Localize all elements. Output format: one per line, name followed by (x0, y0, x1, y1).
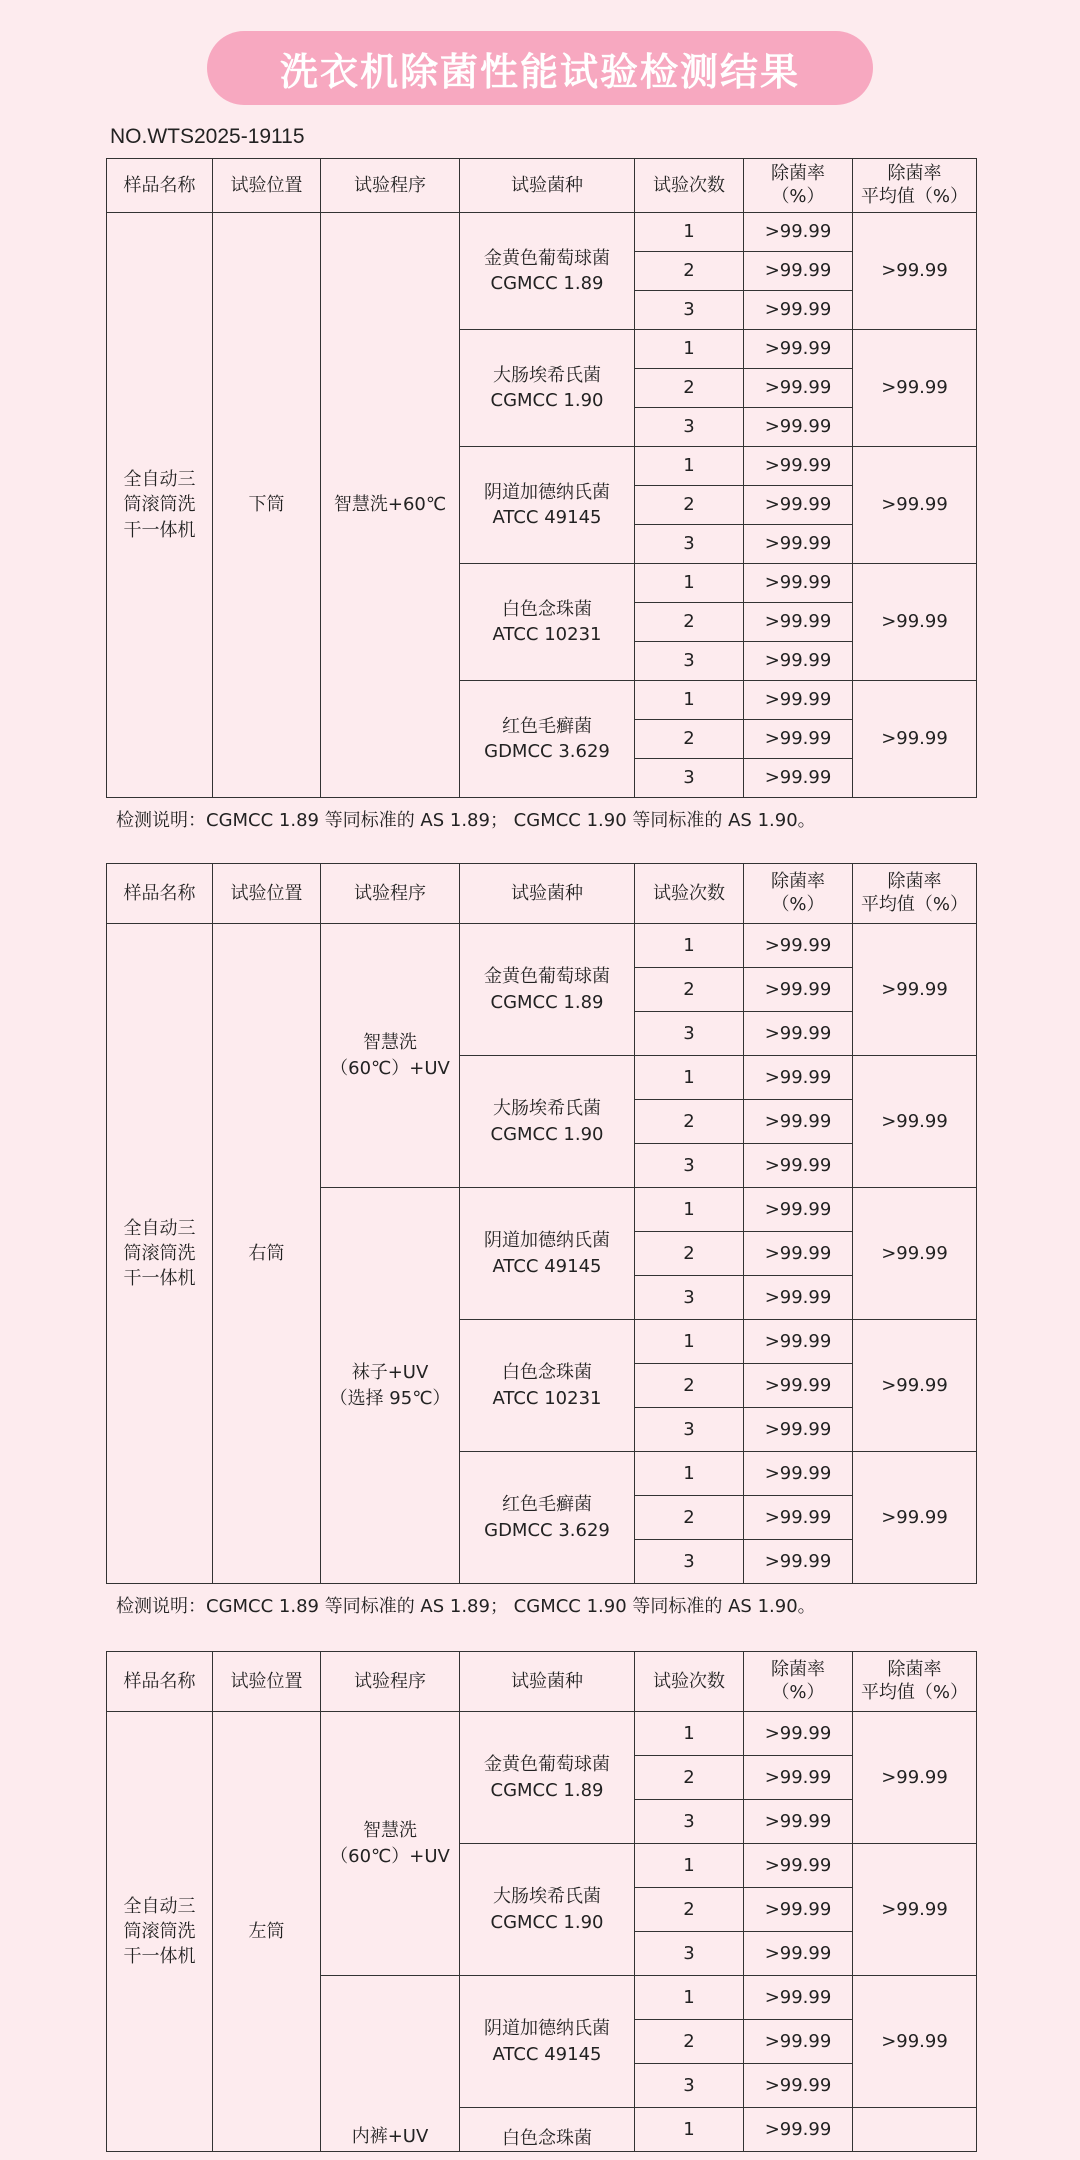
rate-value: >99.99 (744, 681, 853, 720)
rate-value: >99.99 (744, 1320, 853, 1364)
header-strain: 试验菌种 (460, 159, 635, 213)
run-number: 3 (635, 1408, 744, 1452)
strain-cell: 大肠埃希氏菌 CGMCC 1.90 (460, 330, 635, 447)
rate-value: >99.99 (744, 1364, 853, 1408)
run-number: 2 (635, 1888, 744, 1932)
rate-value: >99.99 (744, 1188, 853, 1232)
result-block-right-drum (106, 863, 976, 1618)
rate-value: >99.99 (744, 408, 853, 447)
result-block-lower-drum (106, 158, 976, 832)
strain-cell: 大肠埃希氏菌 CGMCC 1.90 (460, 1844, 635, 1976)
strain-cell: 金黄色葡萄球菌 CGMCC 1.89 (460, 924, 635, 1056)
header-program: 试验程序 (321, 159, 460, 213)
table-header-row (107, 864, 977, 924)
rate-value: >99.99 (744, 2020, 853, 2064)
sample-name-cell: 全自动三 筒滚筒洗 干一体机 (107, 1712, 213, 2152)
run-number: 1 (635, 1712, 744, 1756)
position-cell: 左筒 (213, 1712, 321, 2152)
header-average: 除菌率 平均值（%） (853, 1652, 977, 1712)
header-strain: 试验菌种 (460, 864, 635, 924)
rate-value: >99.99 (744, 1012, 853, 1056)
run-number: 3 (635, 759, 744, 798)
run-number: 3 (635, 291, 744, 330)
rate-value: >99.99 (744, 1800, 853, 1844)
run-number: 3 (635, 1800, 744, 1844)
header-sample: 样品名称 (107, 1652, 213, 1712)
program-cell: 内裤+UV (321, 1976, 460, 2152)
header-position: 试验位置 (213, 864, 321, 924)
rate-value: >99.99 (744, 1452, 853, 1496)
rate-value: >99.99 (744, 1932, 853, 1976)
run-number: 1 (635, 681, 744, 720)
table-header-row (107, 159, 977, 213)
run-number: 3 (635, 1144, 744, 1188)
run-number: 1 (635, 2108, 744, 2152)
header-rate: 除菌率 （%） (744, 159, 853, 213)
position-cell: 右筒 (213, 924, 321, 1584)
rate-value: >99.99 (744, 1408, 853, 1452)
run-number: 1 (635, 1056, 744, 1100)
strain-cell: 红色毛癣菌 GDMCC 3.629 (460, 681, 635, 798)
run-number: 2 (635, 486, 744, 525)
program-cell: 智慧洗 （60℃）+UV (321, 924, 460, 1188)
sample-name-cell: 全自动三 筒滚筒洗 干一体机 (107, 213, 213, 798)
run-number: 2 (635, 603, 744, 642)
run-number: 2 (635, 1756, 744, 1800)
run-number: 3 (635, 1540, 744, 1584)
table-header-row (107, 1652, 977, 1712)
average-value: >99.99 (853, 1056, 977, 1188)
average-value: >99.99 (853, 1188, 977, 1320)
table-row (107, 213, 977, 252)
result-table (106, 158, 977, 798)
header-sample: 样品名称 (107, 864, 213, 924)
average-value: >99.99 (853, 447, 977, 564)
rate-value: >99.99 (744, 1976, 853, 2020)
run-number: 1 (635, 1976, 744, 2020)
header-strain: 试验菌种 (460, 1652, 635, 1712)
header-position: 试验位置 (213, 159, 321, 213)
run-number: 2 (635, 2020, 744, 2064)
average-value: >99.99 (853, 1320, 977, 1452)
rate-value: >99.99 (744, 1844, 853, 1888)
strain-cell: 白色念珠菌 (460, 2108, 635, 2152)
strain-cell: 金黄色葡萄球菌 CGMCC 1.89 (460, 1712, 635, 1844)
rate-value: >99.99 (744, 1888, 853, 1932)
position-cell: 下筒 (213, 213, 321, 798)
average-value: >99.99 (853, 1844, 977, 1976)
rate-value: >99.99 (744, 1496, 853, 1540)
rate-value: >99.99 (744, 1712, 853, 1756)
rate-value: >99.99 (744, 1232, 853, 1276)
rate-value: >99.99 (744, 1100, 853, 1144)
run-number: 3 (635, 1276, 744, 1320)
rate-value: >99.99 (744, 1276, 853, 1320)
strain-cell: 金黄色葡萄球菌 CGMCC 1.89 (460, 213, 635, 330)
rate-value: >99.99 (744, 447, 853, 486)
program-cell: 智慧洗 （60℃）+UV (321, 1712, 460, 1976)
rate-value: >99.99 (744, 968, 853, 1012)
run-number: 1 (635, 1844, 744, 1888)
result-table (106, 863, 977, 1584)
strain-cell: 阴道加德纳氏菌 ATCC 49145 (460, 1188, 635, 1320)
run-number: 2 (635, 1232, 744, 1276)
header-program: 试验程序 (321, 1652, 460, 1712)
header-count: 试验次数 (635, 1652, 744, 1712)
strain-cell: 阴道加德纳氏菌 ATCC 49145 (460, 1976, 635, 2108)
run-number: 3 (635, 642, 744, 681)
strain-cell: 红色毛癣菌 GDMCC 3.629 (460, 1452, 635, 1584)
run-number: 1 (635, 213, 744, 252)
average-value: >99.99 (853, 330, 977, 447)
table-row (107, 1712, 977, 1756)
run-number: 1 (635, 1452, 744, 1496)
run-number: 1 (635, 1320, 744, 1364)
rate-value: >99.99 (744, 924, 853, 968)
sample-name-cell: 全自动三 筒滚筒洗 干一体机 (107, 924, 213, 1584)
run-number: 1 (635, 330, 744, 369)
rate-value: >99.99 (744, 759, 853, 798)
test-note: 检测说明：CGMCC 1.89 等同标准的 AS 1.89； CGMCC 1.90 等同标准的 AS 1.90。 (116, 810, 816, 831)
strain-cell: 白色念珠菌 ATCC 10231 (460, 564, 635, 681)
average-value: >99.99 (853, 924, 977, 1056)
average-value: >99.99 (853, 681, 977, 798)
header-average: 除菌率 平均值（%） (853, 864, 977, 924)
rate-value: >99.99 (744, 720, 853, 759)
run-number: 2 (635, 1364, 744, 1408)
run-number: 3 (635, 1012, 744, 1056)
test-note: 检测说明：CGMCC 1.89 等同标准的 AS 1.89； CGMCC 1.90 等同标准的 AS 1.90。 (116, 1596, 816, 1617)
rate-value: >99.99 (744, 369, 853, 408)
run-number: 2 (635, 720, 744, 759)
average-value: >99.99 (853, 1712, 977, 1844)
average-value: >99.99 (853, 213, 977, 330)
run-number: 1 (635, 1188, 744, 1232)
header-position: 试验位置 (213, 1652, 321, 1712)
run-number: 2 (635, 1496, 744, 1540)
rate-value: >99.99 (744, 486, 853, 525)
strain-cell: 白色念珠菌 ATCC 10231 (460, 1320, 635, 1452)
header-rate: 除菌率 （%） (744, 1652, 853, 1712)
program-cell: 袜子+UV （选择 95℃） (321, 1188, 460, 1584)
header-count: 试验次数 (635, 159, 744, 213)
average-value: >99.99 (853, 1452, 977, 1584)
average-value: >99.99 (853, 1976, 977, 2108)
rate-value: >99.99 (744, 2064, 853, 2108)
header-program: 试验程序 (321, 864, 460, 924)
header-average: 除菌率 平均值（%） (853, 159, 977, 213)
strain-cell: 大肠埃希氏菌 CGMCC 1.90 (460, 1056, 635, 1188)
rate-value: >99.99 (744, 2108, 853, 2152)
result-table (106, 1651, 977, 2152)
run-number: 1 (635, 924, 744, 968)
run-number: 2 (635, 1100, 744, 1144)
result-block-left-drum (106, 1651, 976, 2152)
program-cell: 智慧洗+60℃ (321, 213, 460, 798)
run-number: 1 (635, 447, 744, 486)
rate-value: >99.99 (744, 564, 853, 603)
rate-value: >99.99 (744, 213, 853, 252)
run-number: 1 (635, 564, 744, 603)
rate-value: >99.99 (744, 1144, 853, 1188)
strain-cell: 阴道加德纳氏菌 ATCC 49145 (460, 447, 635, 564)
header-count: 试验次数 (635, 864, 744, 924)
rate-value: >99.99 (744, 1540, 853, 1584)
run-number: 3 (635, 408, 744, 447)
rate-value: >99.99 (744, 252, 853, 291)
table-row (107, 924, 977, 968)
header-rate: 除菌率 （%） (744, 864, 853, 924)
run-number: 3 (635, 1932, 744, 1976)
rate-value: >99.99 (744, 291, 853, 330)
report-number: NO.WTS2025-19115 (110, 125, 305, 148)
average-value: >99.99 (853, 564, 977, 681)
average-value (853, 2108, 977, 2152)
rate-value: >99.99 (744, 330, 853, 369)
header-sample: 样品名称 (107, 159, 213, 213)
run-number: 2 (635, 968, 744, 1012)
page-title: 洗衣机除菌性能试验检测结果 (279, 49, 800, 94)
run-number: 2 (635, 252, 744, 291)
rate-value: >99.99 (744, 1756, 853, 1800)
rate-value: >99.99 (744, 642, 853, 681)
title-banner (207, 31, 873, 105)
rate-value: >99.99 (744, 1056, 853, 1100)
run-number: 3 (635, 2064, 744, 2108)
rate-value: >99.99 (744, 525, 853, 564)
rate-value: >99.99 (744, 603, 853, 642)
run-number: 2 (635, 369, 744, 408)
run-number: 3 (635, 525, 744, 564)
